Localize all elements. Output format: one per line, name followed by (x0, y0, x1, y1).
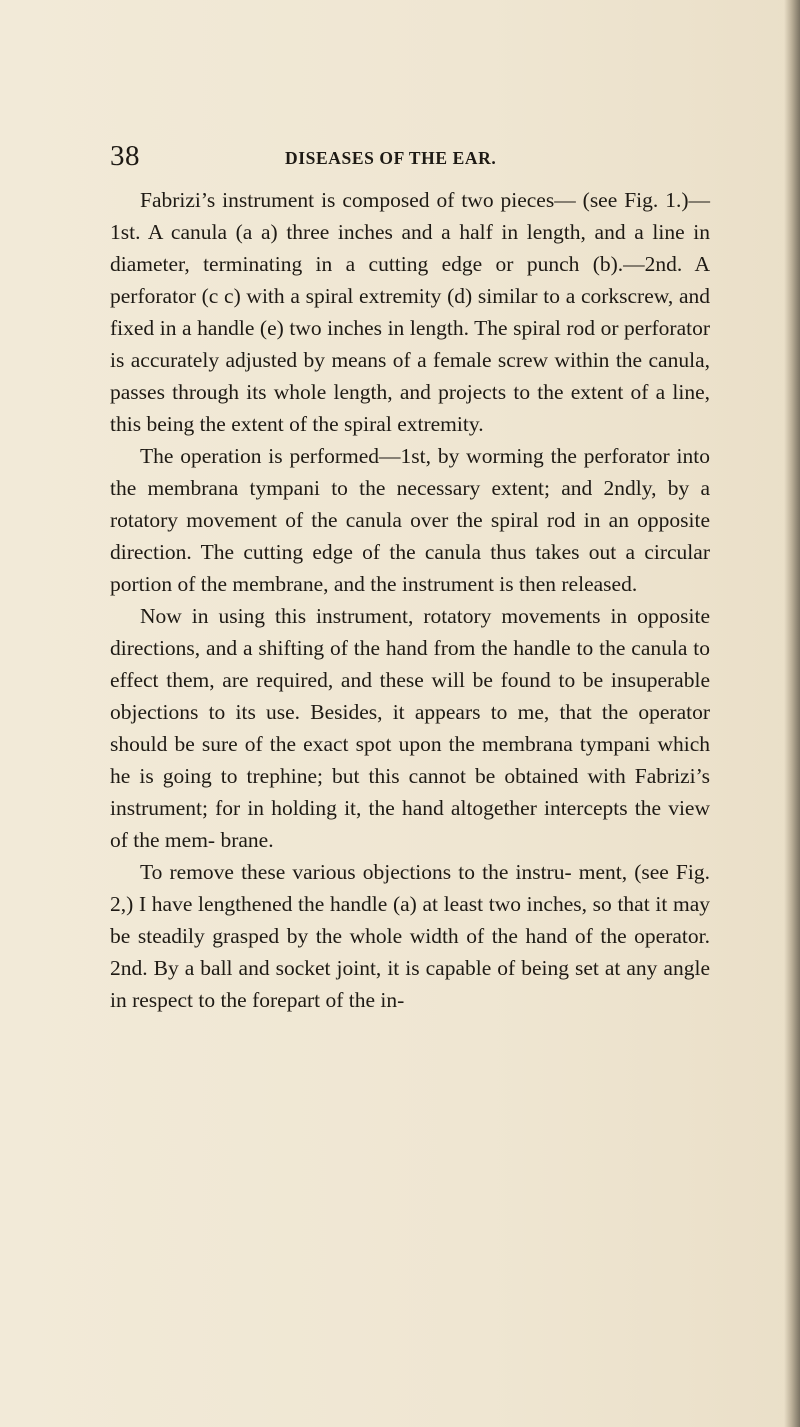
page-binding-edge (784, 0, 800, 1427)
page-header (110, 140, 710, 176)
body-text (110, 184, 710, 1016)
paragraph-2: The operation is performed—1st, by worming the perforator into the membrana tympani to the necessary extent; and 2ndly, by a rotatory movement of the canula over the spiral rod in an opposite direction. The cutting edge of the canula thus takes out a circular portion of the membrane, and the instrument is then released. (110, 444, 710, 596)
page-number: 38 (110, 140, 140, 172)
paragraph-3: Now in using this instrument, rotatory movements in opposite directions, and a shifting of the hand from the handle to the canula to effect them, are required, and these will be found to be insuperable objections to its use. Besides, it appears to me, that the operator should be sure of the exact spot upon the membrana tympani which he is going to trephine; but this cannot be obtained with Fabrizi’s instrument; for in holding it, the hand altogether intercepts the view of the mem- brane. (110, 604, 710, 852)
paragraph-1: Fabrizi’s instrument is composed of two pieces— (see Fig. 1.)—1st. A canula (a a) three inches and a half in length, and a line in diameter, terminating in a cutting edge or punch (b).—2nd. A perforator (c c) with a spiral extremity (d) similar to a corkscrew, and fixed in a handle (e) two inches in length. The spiral rod or perforator is accurately adjusted by means of a female screw within the canula, passes through its whole length, and projects to the extent of a line, this being the extent of the spiral extremity. (110, 188, 710, 436)
paragraph-4: To remove these various objections to the instru- ment, (see Fig. 2,) I have lengthened the handle (a) at least two inches, so that it may be steadily grasped by the whole width of the hand of the operator. 2nd. By a ball and socket joint, it is capable of being set at any angle in respect to the forepart of the in- (110, 860, 710, 1012)
running-title: DISEASES OF THE EAR. (285, 148, 497, 168)
